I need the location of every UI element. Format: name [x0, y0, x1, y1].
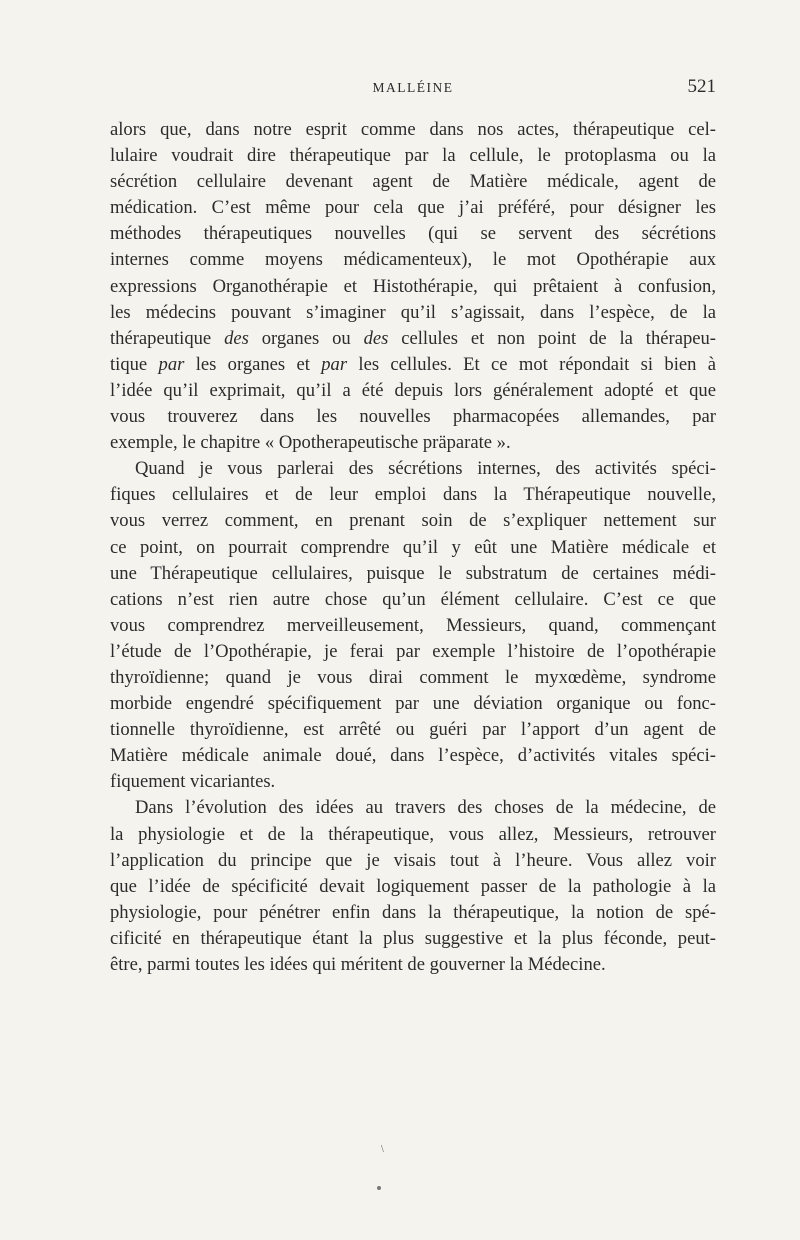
text-line: être, parmi toutes les idées qui méritent de gouverner la Médecine.: [110, 954, 606, 975]
text-line: internes comme moyens médicamenteux), le mot Opothérapie aux: [110, 249, 716, 271]
text-line: alors que, dans notre esprit comme dans nos actes, thérapeutique cel-: [110, 119, 716, 140]
text-line: physiologie, pour pénétrer enfin dans la thérapeutique, la notion de spé-: [110, 901, 716, 923]
text-line: Matière médicale animale doué, dans l’espèce, d’activités vitales spéci-: [110, 745, 716, 767]
text-line: morbide engendré spécifiquement par une déviation organique ou fonc-: [110, 693, 716, 715]
print-mark-dot: [377, 1186, 381, 1190]
text-line: la physiologie et de la thérapeutique, vous allez, Messieurs, retrouver: [110, 823, 716, 845]
text-line-with-italics: tique par les organes et par les cellules. Et ce mot répondait si bien à: [110, 353, 716, 375]
italic-word: des: [224, 327, 249, 349]
text-line: l’idée qu’il exprimait, qu’il a été depuis lors généralement adopté et que: [110, 379, 716, 401]
italic-word: par: [321, 353, 348, 375]
text-line: expressions Organothérapie et Histothérapie, qui prêtaient à confusion,: [110, 275, 716, 297]
text-line: cificité en thérapeutique étant la plus suggestive et la plus féconde, peut-: [110, 927, 716, 949]
text-line: vous comprendrez merveilleusement, Messieurs, quand, commençant: [110, 614, 716, 636]
text-line: une Thérapeutique cellulaires, puisque le substratum de certaines médi-: [110, 562, 716, 584]
text-line: médication. C’est même pour cela que j’ai préféré, pour désigner les: [110, 197, 716, 219]
text-line-with-italics: thérapeutique des organes ou des cellules et non point de la thérapeu-: [110, 327, 716, 349]
text-line: tionnelle thyroïdienne, est arrêté ou guéri par l’apport d’un agent de: [110, 719, 716, 741]
text-line: vous trouverez dans les nouvelles pharmacopées allemandes, par: [110, 406, 716, 428]
text-line: fiquement vicariantes.: [110, 771, 276, 793]
text-line: exemple, le chapitre « Opotherapeutische präparate ».: [110, 432, 511, 454]
text-line: thyroïdienne; quand je vous dirai comment le myxœdème, syndrome: [110, 666, 716, 688]
italic-word: par: [158, 353, 185, 375]
text-line: l’étude de l’Opothérapie, je ferai par exemple l’histoire de l’opothérapie: [110, 640, 716, 662]
page-number: 521: [687, 76, 716, 97]
paragraph-start-line: Quand je vous parlerai des sécrétions internes, des activités spéci-: [135, 458, 716, 480]
paragraph-start-line: Dans l’évolution des idées au travers des choses de la médecine, de: [135, 797, 716, 819]
text-line: fiques cellulaires et de leur emploi dans la Thérapeutique nouvelle,: [110, 484, 716, 506]
running-head: [110, 76, 716, 100]
text-line: l’application du principe que je visais tout à l’heure. Vous allez voir: [110, 849, 716, 871]
text-line: lulaire voudrait dire thérapeutique par la cellule, le protoplasma ou la: [110, 145, 716, 167]
print-mark-tick: \: [381, 1144, 384, 1155]
text-line: que l’idée de spécificité devait logiquement passer de la pathologie à la: [110, 875, 716, 897]
text-line: les médecins pouvant s’imaginer qu’il s’agissait, dans l’espèce, de la: [110, 301, 716, 323]
text-line: méthodes thérapeutiques nouvelles (qui se servent des sécrétions: [110, 223, 716, 245]
text-line: cations n’est rien autre chose qu’un élément cellulaire. C’est ce que: [110, 588, 716, 610]
text-line: vous verrez comment, en prenant soin de s’expliquer nettement sur: [110, 510, 716, 532]
body-text: [110, 117, 716, 978]
running-title: MALLÉINE: [372, 80, 454, 95]
italic-word: des: [363, 327, 389, 349]
text-line: sécrétion cellulaire devenant agent de Matière médicale, agent de: [110, 171, 716, 193]
text-line: ce point, on pourrait comprendre qu’il y eût une Matière médicale et: [110, 536, 716, 558]
